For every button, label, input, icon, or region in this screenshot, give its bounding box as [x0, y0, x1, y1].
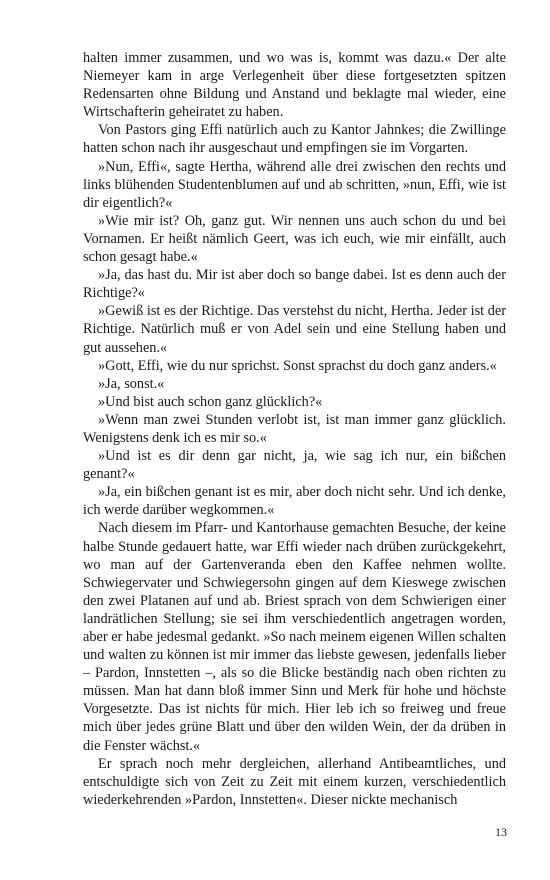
dialogue-paragraph: »Ja, sonst.« [98, 375, 165, 392]
dialogue-paragraph: »Und ist es dir denn gar nicht, ja, wie sag ich nur, ein bißchen genant?« [83, 448, 506, 483]
dialogue-paragraph: »Und bist auch schon ganz glücklich?« [98, 393, 323, 410]
dialogue-paragraph: »Gewiß ist es der Richtige. Das verstehst du nicht, Hertha. Jeder ist der Richtige. Natürlich muß er von Adel sein und eine Stellung haben und gut aussehen.« [83, 303, 506, 356]
paragraph: Von Pastors ging Effi natürlich auch zu Kantor Jahnkes; die Zwillinge hatten schon nach ihr ausgeschaut und empfingen sie im Vorgarten. [83, 122, 506, 157]
paragraph: Nach diesem im Pfarr- und Kantorhause gemachten Besuche, der keine halbe Stunde gedauert hatte, war Effi wieder nach drüben zurückgekehrt, wo man auf der Gartenveranda eben den Kaffee nehmen wollte. Schwiegervater und Schwiegersohn gingen auf dem Kieswege zwischen den zwei Platanen auf und ab. Briest sprach von dem Schwierigen einer landrätlichen Stellung; sie sei ihm verschiedentlich angetragen worden, aber er habe jedesmal gedankt. »So nach meinem eigenen Willen schalten und walten zu können ist mir immer das liebste gewesen, jedenfalls lieber – Pardon, Innstetten –, als so die Blicke beständig nach oben richten zu müssen. Man hat dann bloß immer Sinn und Merk für hohe und höchste Vorgesetzte. Das ist nichts für mich. Hier leb ich so freiweg und freue mich über jedes grüne Blatt und über den wilden Wein, der da drüben in die Fenster wächst.« [83, 520, 506, 754]
dialogue-paragraph: »Nun, Effi«, sagte Hertha, während alle drei zwischen den rechts und links blühenden Studentenblumen auf und ab schritten, »nun, Effi, wie ist dir eigentlich?« [83, 158, 506, 211]
dialogue-paragraph: »Wenn man zwei Stunden verlobt ist, ist man immer ganz glücklich. Wenigstens denk ich es mir so.« [83, 411, 506, 446]
paragraph-continuation: halten immer zusammen, und wo was is, kommt was dazu.« Der alte Niemeyer kam in arge Verlegenheit über diese fortgesetzten spitzen Redensarten ohne Bildung und Anstand und beklagte mal wieder, eine Wirtschafterin geheiratet zu haben. [83, 50, 506, 121]
dialogue-paragraph: »Gott, Effi, wie du nur sprichst. Sonst sprachst du doch ganz anders.« [98, 357, 497, 374]
dialogue-paragraph: »Ja, das hast du. Mir ist aber doch so bange dabei. Ist es denn auch der Richtige?« [83, 267, 506, 302]
dialogue-paragraph: »Ja, ein bißchen genant ist es mir, aber doch nicht sehr. Und ich denke, ich werde darüber wegkommen.« [83, 484, 506, 519]
body-text [83, 49, 506, 809]
page-number: 13 [495, 825, 507, 839]
dialogue-paragraph: »Wie mir ist? Oh, ganz gut. Wir nennen uns auch schon du und bei Vornamen. Er heißt nämlich Geert, was ich euch, wie mir einfällt, auch schon gesagt habe.« [83, 212, 506, 266]
paragraph: Er sprach noch mehr dergleichen, allerhand Antibeamtliches, und entschuldigte sich von Zeit zu Zeit mit einem kurzen, verschiedentlich wiederkehrenden »Pardon, Innstetten«. Dieser nickte mechanisch [83, 755, 506, 808]
